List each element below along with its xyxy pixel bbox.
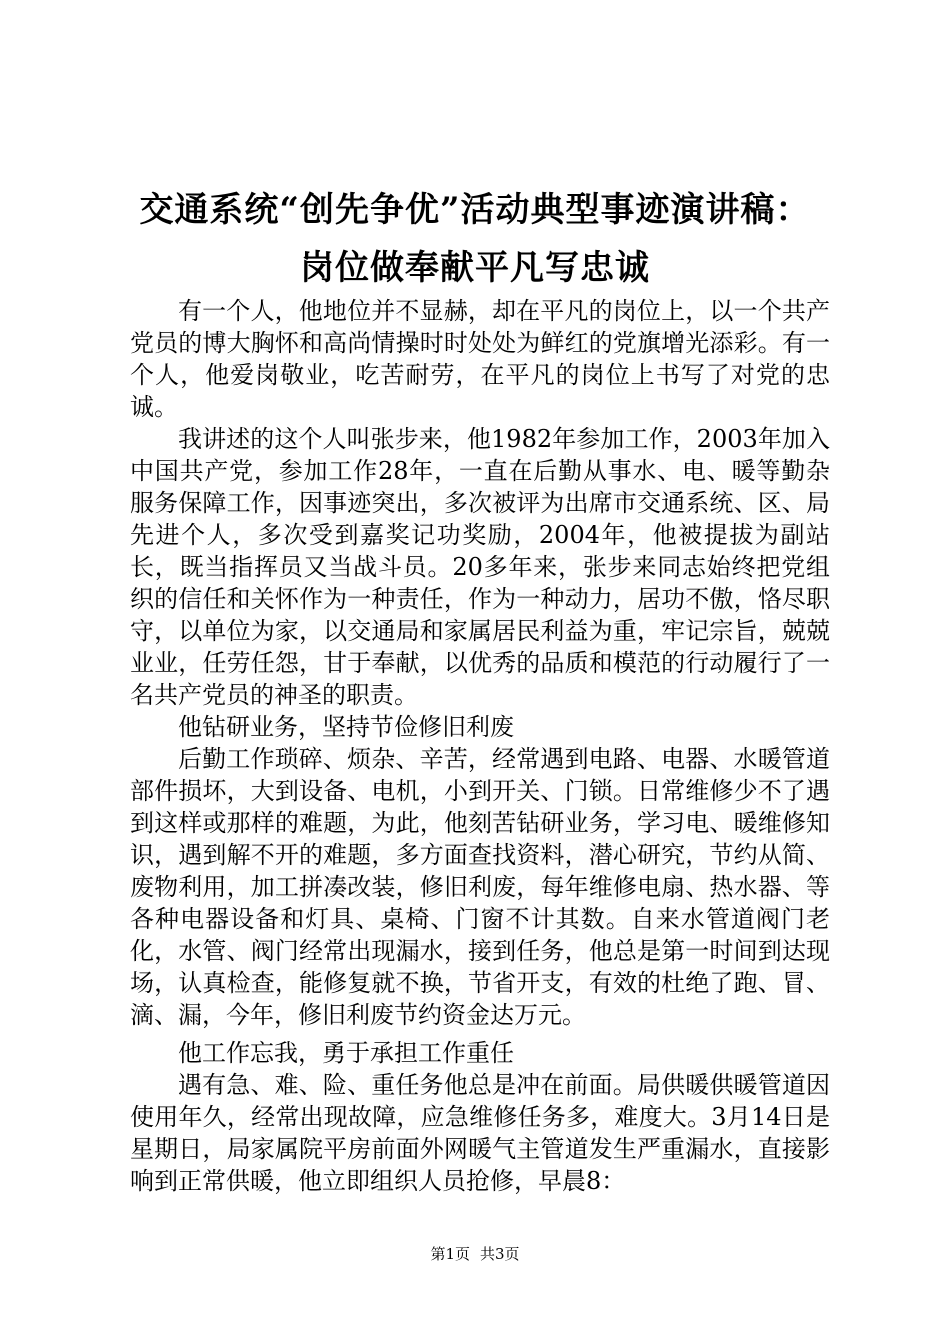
paragraph-maintenance: 后勤工作琐碎、烦杂、辛苦，经常遇到电路、电器、水暖管道部件损坏，大到设备、电机，小到开关、门锁。日常维修少不了遇到这样或那样的难题，为此，他刻苦钻研业务，学习电、暖维修知识，遇到解不开的难题，多方面查找资料，潜心研究，节约从简、废物利用，加工拼凑改装，修旧利废，每年维修电扇、热水器、等各种电器设备和灯具、桌椅、门窗不计其数。自来水管道阀门老化，水管、阀门经常出现漏水，接到任务，他总是第一时间到达现场，认真检查，能修复就不换，节省开支，有效的杜绝了跑、冒、滴、漏，今年，修旧利废节约资金达万元。 [130, 745, 830, 1029]
document-title-line-1: 交通系统“创先争优”活动典型事迹演讲稿： [139, 190, 811, 230]
document-title-line-2: 岗位做奉献平凡写忠诚 [300, 248, 650, 288]
page-number: 第1页 [430, 1245, 470, 1263]
section-heading-dedication: 他工作忘我，勇于承担工作重任 [178, 1039, 514, 1067]
paragraph-intro: 有一个人，他地位并不显赫，却在平凡的岗位上，以一个共产党员的博大胸怀和高尚情操时时处处为鲜红的党旗增光添彩。有一个人，他爱岗敬业，吃苦耐劳，在平凡的岗位上书写了对党的忠诚。 [130, 297, 830, 421]
paragraph-biography: 我讲述的这个人叫张步来，他1982年参加工作，2003年加入中国共产党，参加工作28年，一直在后勤从事水、电、暖等勤杂服务保障工作，因事迹突出，多次被评为出席市交通系统、区、局先进个人，多次受到嘉奖记功奖励，2004年，他被提拔为副站长，既当指挥员又当战斗员。20多年来，张步来同志始终把党组织的信任和关怀作为一种责任，作为一种动力，居功不傲，恪尽职守，以单位为家，以交通局和家属居民利益为重，牢记宗旨，兢兢业业，任劳任怨，甘于奉献，以优秀的品质和模范的行动履行了一名共产党员的神圣的职责。 [130, 425, 830, 709]
page-footer [0, 1244, 950, 1264]
paragraph-emergency: 遇有急、难、险、重任务他总是冲在前面。局供暖供暖管道因使用年久，经常出现故障，应急维修任务多，难度大。3月14日是星期日，局家属院平房前面外网暖气主管道发生严重漏水，直接影响到正常供暖，他立即组织人员抢修，早晨8： [130, 1071, 830, 1195]
document-body [130, 295, 830, 1197]
section-heading-business: 他钻研业务，坚持节俭修旧利废 [178, 713, 514, 741]
page-total: 共3页 [480, 1245, 520, 1263]
